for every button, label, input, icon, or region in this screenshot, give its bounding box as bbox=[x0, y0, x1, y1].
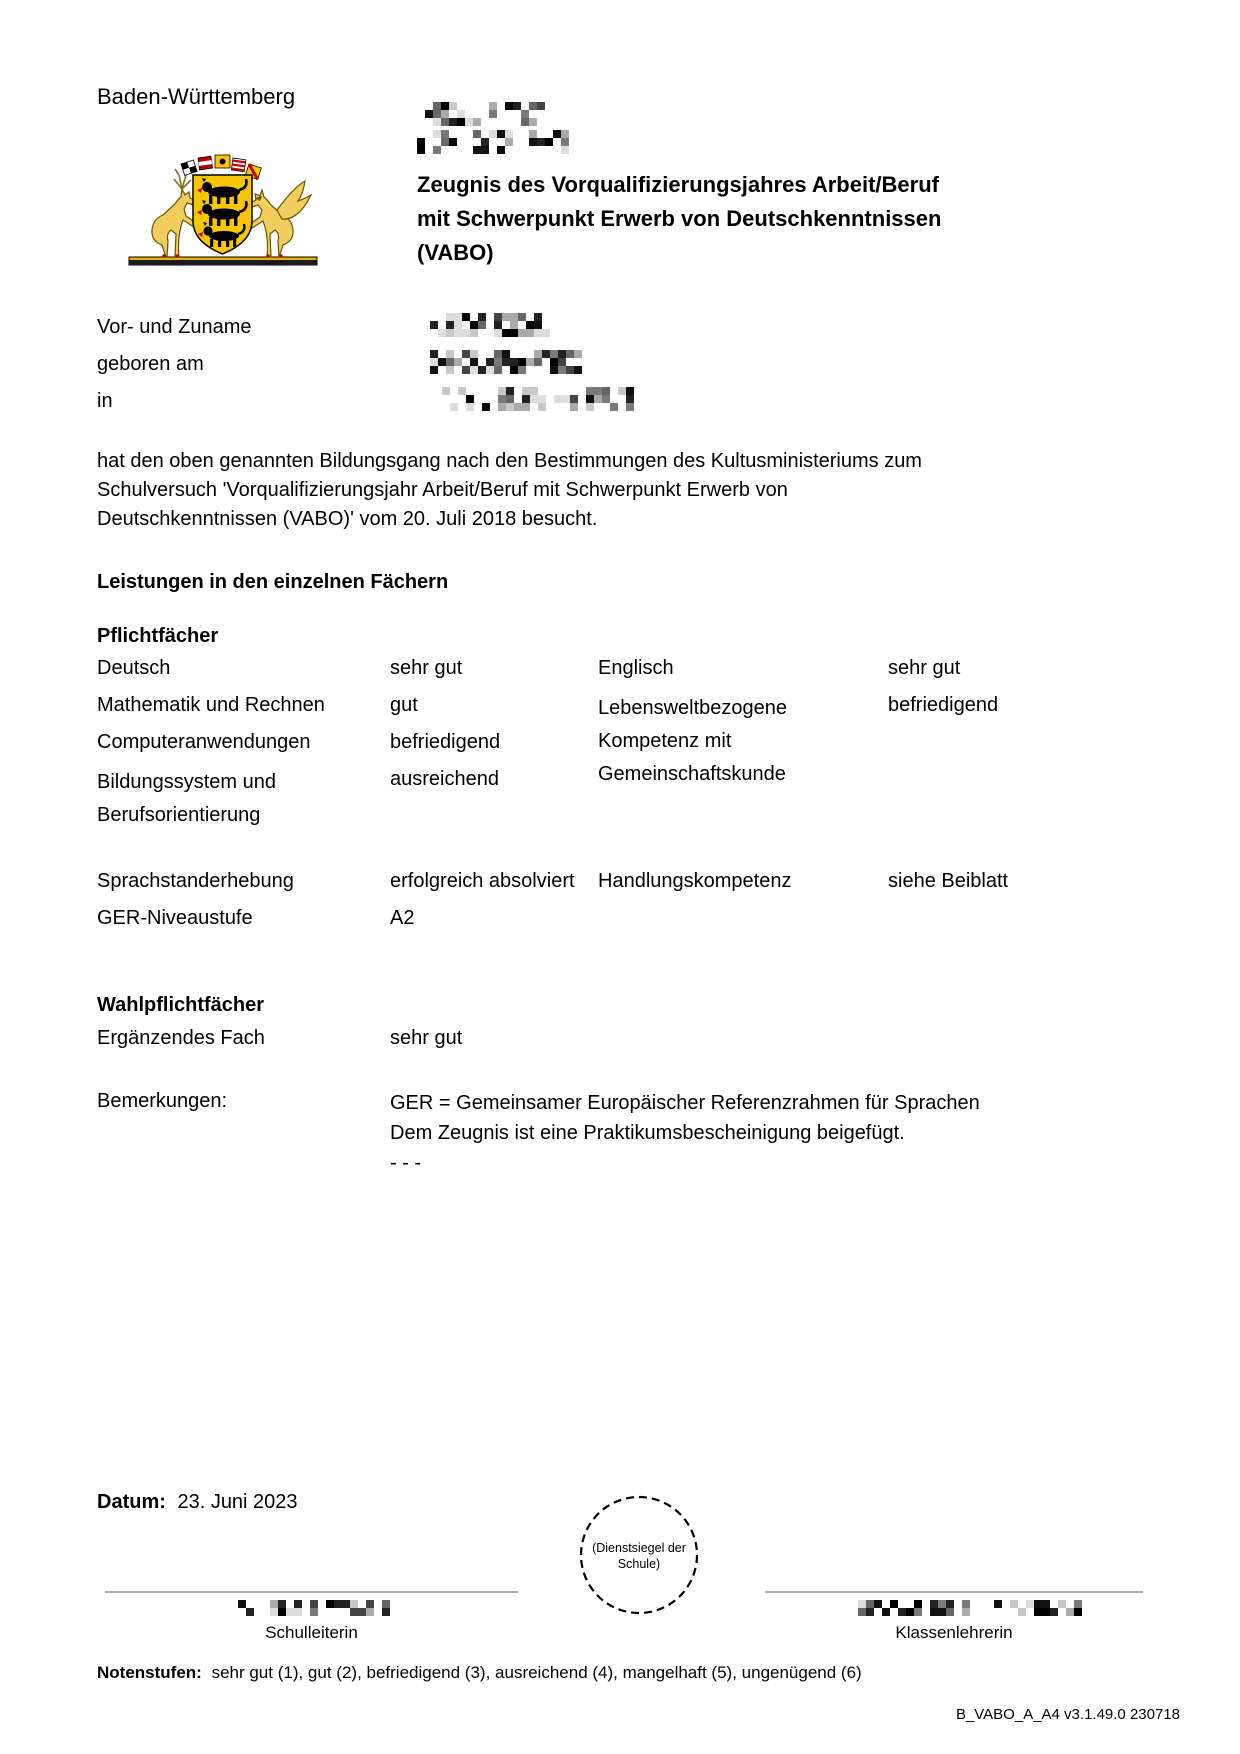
subject: Mathematik und Rechnen bbox=[97, 694, 325, 716]
grade: A2 bbox=[390, 907, 415, 929]
redacted-student-name bbox=[430, 313, 554, 339]
title-line: mit Schwerpunkt Erwerb von Deutschkenntnissen bbox=[417, 206, 942, 231]
mandatory-subjects-heading: Pflichtfächer bbox=[97, 625, 219, 647]
redacted-birth-date bbox=[430, 350, 584, 376]
remarks-line: - - - bbox=[390, 1152, 422, 1174]
grade-scale-values: sehr gut (1), gut (2), befriedigend (3), ausreichend (4), mangelhaft (5), ungenügend (6) bbox=[211, 1663, 862, 1682]
subject: GER-Niveaustufe bbox=[97, 907, 253, 929]
grade: sehr gut bbox=[390, 657, 463, 679]
subject: Ergänzendes Fach bbox=[97, 1027, 265, 1049]
elective-subjects-heading: Wahlpflichtfächer bbox=[97, 994, 265, 1016]
field-label-name: Vor- und Zuname bbox=[97, 316, 252, 338]
grade-scale-label: Notenstufen: bbox=[97, 1663, 202, 1682]
field-label-birthplace: in bbox=[97, 390, 113, 412]
intro-line: Deutschkenntnissen (VABO)' vom 20. Juli 2018 besucht. bbox=[97, 508, 598, 530]
redacted-school-name-line1 bbox=[417, 102, 545, 126]
date-label: Datum: bbox=[97, 1491, 166, 1513]
grade: befriedigend bbox=[390, 731, 501, 753]
state-label: Baden-Württemberg bbox=[97, 84, 296, 109]
subject: Computeranwendungen bbox=[97, 731, 311, 753]
intro-line: hat den oben genannten Bildungsgang nach den Bestimmungen des Kultusministeriums zum bbox=[97, 450, 922, 472]
remarks-label: Bemerkungen: bbox=[97, 1090, 228, 1112]
redacted-school-name-line2 bbox=[417, 130, 573, 154]
title-line: (VABO) bbox=[417, 240, 494, 265]
redacted-signature-name-right bbox=[858, 1600, 1086, 1618]
remarks-text bbox=[390, 1088, 980, 1178]
intro-paragraph bbox=[97, 447, 922, 534]
grade: sehr gut bbox=[390, 1027, 463, 1049]
signature-role-right: Klassenlehrerin bbox=[895, 1623, 1013, 1642]
subject: Bildungssystem und Berufsorientierung bbox=[97, 771, 276, 826]
title-line: Zeugnis des Vorqualifizierungsjahres Arbeit/Beruf bbox=[417, 172, 939, 197]
grade: ausreichend bbox=[390, 768, 499, 790]
subject: Deutsch bbox=[97, 657, 171, 679]
remarks-line: Dem Zeugnis ist eine Praktikumsbescheinigung beigefügt. bbox=[390, 1122, 905, 1144]
results-heading: Leistungen in den einzelnen Fächern bbox=[97, 571, 449, 593]
subject: Lebensweltbezogene Kompetenz mit Gemeinschaftskunde bbox=[598, 697, 788, 785]
form-version: B_VABO_A_A4 v3.1.49.0 230718 bbox=[955, 1706, 1180, 1723]
signature-line-left bbox=[105, 1591, 518, 1593]
grade: befriedigend bbox=[888, 694, 999, 716]
signature-role-left: Schulleiterin bbox=[265, 1623, 358, 1642]
date-value: 23. Juni 2023 bbox=[177, 1491, 298, 1513]
seal-text-line1: (Dienstsiegel der bbox=[592, 1541, 686, 1555]
certificate-title bbox=[417, 168, 941, 270]
remarks-line: GER = Gemeinsamer Europäischer Referenzrahmen für Sprachen bbox=[390, 1092, 980, 1114]
redacted-signature-name-left bbox=[238, 1600, 390, 1618]
grade: erfolgreich absolviert bbox=[390, 870, 575, 892]
grade: sehr gut bbox=[888, 657, 961, 679]
subject: Handlungskompetenz bbox=[598, 870, 792, 892]
redacted-birth-place bbox=[434, 387, 638, 413]
field-label-birthdate: geboren am bbox=[97, 353, 204, 375]
subject: Sprachstanderhebung bbox=[97, 870, 294, 892]
official-seal-placeholder bbox=[578, 1494, 700, 1616]
signature-line-right bbox=[765, 1591, 1143, 1593]
seal-text-line2: Schule) bbox=[617, 1557, 661, 1571]
grade: siehe Beiblatt bbox=[888, 870, 1009, 892]
grade-scale-note bbox=[97, 1660, 862, 1686]
grade: gut bbox=[390, 694, 418, 716]
intro-line: Schulversuch 'Vorqualifizierungsjahr Arbeit/Beruf mit Schwerpunkt Erwerb von bbox=[97, 479, 788, 501]
subject: Englisch bbox=[598, 657, 674, 679]
date-row bbox=[97, 1489, 298, 1515]
coat-of-arms-icon bbox=[125, 148, 320, 268]
